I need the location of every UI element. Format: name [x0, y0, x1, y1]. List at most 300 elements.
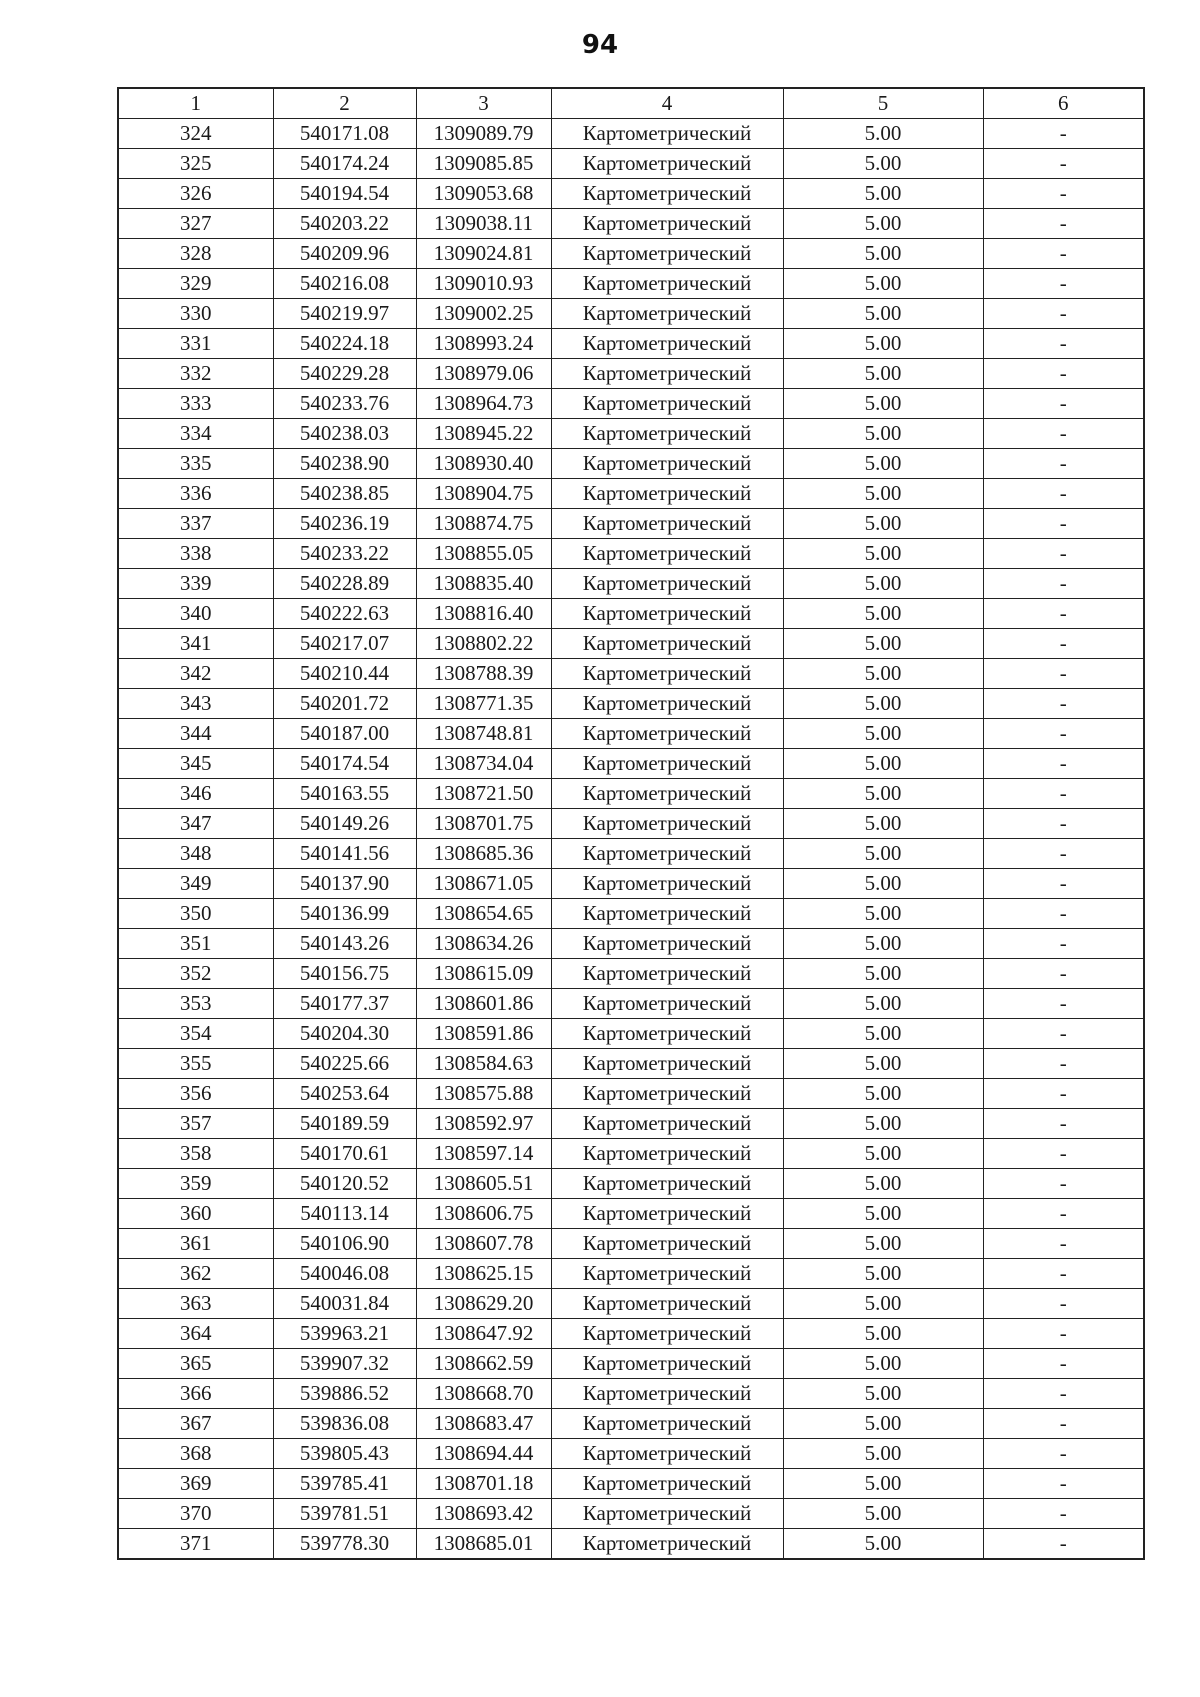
description-cell: -	[983, 299, 1144, 329]
column-header: 2	[273, 88, 416, 119]
x-coordinate-cell: 539836.08	[273, 1409, 416, 1439]
y-coordinate-cell: 1308802.22	[416, 629, 551, 659]
table-row	[118, 809, 1144, 839]
accuracy-cell: 5.00	[783, 959, 983, 989]
point-number-cell: 336	[118, 479, 273, 509]
method-cell: Картометрический	[551, 1199, 783, 1229]
y-coordinate-cell: 1309002.25	[416, 299, 551, 329]
accuracy-cell: 5.00	[783, 839, 983, 869]
point-number-cell: 342	[118, 659, 273, 689]
x-coordinate-cell: 540156.75	[273, 959, 416, 989]
accuracy-cell: 5.00	[783, 929, 983, 959]
table-row	[118, 299, 1144, 329]
method-cell: Картометрический	[551, 839, 783, 869]
method-cell: Картометрический	[551, 509, 783, 539]
x-coordinate-cell: 540228.89	[273, 569, 416, 599]
method-cell: Картометрический	[551, 1349, 783, 1379]
description-cell: -	[983, 599, 1144, 629]
method-cell: Картометрический	[551, 239, 783, 269]
accuracy-cell: 5.00	[783, 1109, 983, 1139]
y-coordinate-cell: 1308748.81	[416, 719, 551, 749]
point-number-cell: 338	[118, 539, 273, 569]
x-coordinate-cell: 539781.51	[273, 1499, 416, 1529]
accuracy-cell: 5.00	[783, 329, 983, 359]
y-coordinate-cell: 1308771.35	[416, 689, 551, 719]
table-row	[118, 1109, 1144, 1139]
method-cell: Картометрический	[551, 1229, 783, 1259]
description-cell: -	[983, 1499, 1144, 1529]
description-cell: -	[983, 569, 1144, 599]
description-cell: -	[983, 1469, 1144, 1499]
table-row	[118, 1469, 1144, 1499]
method-cell: Картометрический	[551, 1079, 783, 1109]
table-row	[118, 1259, 1144, 1289]
accuracy-cell: 5.00	[783, 599, 983, 629]
table-row	[118, 659, 1144, 689]
page-number: 94	[581, 30, 619, 60]
method-cell: Картометрический	[551, 329, 783, 359]
x-coordinate-cell: 540136.99	[273, 899, 416, 929]
table-row	[118, 899, 1144, 929]
method-cell: Картометрический	[551, 149, 783, 179]
table-row	[118, 239, 1144, 269]
method-cell: Картометрический	[551, 599, 783, 629]
point-number-cell: 341	[118, 629, 273, 659]
y-coordinate-cell: 1308607.78	[416, 1229, 551, 1259]
point-number-cell: 351	[118, 929, 273, 959]
point-number-cell: 324	[118, 119, 273, 149]
table-row	[118, 329, 1144, 359]
description-cell: -	[983, 989, 1144, 1019]
description-cell: -	[983, 929, 1144, 959]
point-number-cell: 346	[118, 779, 273, 809]
point-number-cell: 340	[118, 599, 273, 629]
description-cell: -	[983, 779, 1144, 809]
x-coordinate-cell: 540113.14	[273, 1199, 416, 1229]
method-cell: Картометрический	[551, 1109, 783, 1139]
table-row	[118, 1409, 1144, 1439]
accuracy-cell: 5.00	[783, 1469, 983, 1499]
accuracy-cell: 5.00	[783, 1499, 983, 1529]
x-coordinate-cell: 540143.26	[273, 929, 416, 959]
table-row	[118, 209, 1144, 239]
description-cell: -	[983, 1349, 1144, 1379]
x-coordinate-cell: 539778.30	[273, 1529, 416, 1560]
accuracy-cell: 5.00	[783, 209, 983, 239]
point-number-cell: 333	[118, 389, 273, 419]
table-row	[118, 119, 1144, 149]
point-number-cell: 356	[118, 1079, 273, 1109]
y-coordinate-cell: 1309085.85	[416, 149, 551, 179]
accuracy-cell: 5.00	[783, 719, 983, 749]
method-cell: Картометрический	[551, 1169, 783, 1199]
accuracy-cell: 5.00	[783, 479, 983, 509]
point-number-cell: 368	[118, 1439, 273, 1469]
y-coordinate-cell: 1308634.26	[416, 929, 551, 959]
x-coordinate-cell: 540149.26	[273, 809, 416, 839]
x-coordinate-cell: 540141.56	[273, 839, 416, 869]
y-coordinate-cell: 1309010.93	[416, 269, 551, 299]
accuracy-cell: 5.00	[783, 1319, 983, 1349]
table-row	[118, 629, 1144, 659]
accuracy-cell: 5.00	[783, 509, 983, 539]
table-row	[118, 869, 1144, 899]
accuracy-cell: 5.00	[783, 119, 983, 149]
y-coordinate-cell: 1308993.24	[416, 329, 551, 359]
method-cell: Картометрический	[551, 1469, 783, 1499]
y-coordinate-cell: 1308605.51	[416, 1169, 551, 1199]
y-coordinate-cell: 1308683.47	[416, 1409, 551, 1439]
y-coordinate-cell: 1308855.05	[416, 539, 551, 569]
table-row	[118, 929, 1144, 959]
point-number-cell: 332	[118, 359, 273, 389]
x-coordinate-cell: 540137.90	[273, 869, 416, 899]
point-number-cell: 345	[118, 749, 273, 779]
table-row	[118, 1289, 1144, 1319]
x-coordinate-cell: 540204.30	[273, 1019, 416, 1049]
point-number-cell: 363	[118, 1289, 273, 1319]
y-coordinate-cell: 1308734.04	[416, 749, 551, 779]
point-number-cell: 343	[118, 689, 273, 719]
table-row	[118, 359, 1144, 389]
table-row	[118, 179, 1144, 209]
description-cell: -	[983, 959, 1144, 989]
x-coordinate-cell: 540236.19	[273, 509, 416, 539]
description-cell: -	[983, 329, 1144, 359]
table-row	[118, 509, 1144, 539]
method-cell: Картометрический	[551, 899, 783, 929]
method-cell: Картометрический	[551, 1319, 783, 1349]
table-body	[118, 119, 1144, 1560]
description-cell: -	[983, 389, 1144, 419]
table-row	[118, 479, 1144, 509]
x-coordinate-cell: 540219.97	[273, 299, 416, 329]
description-cell: -	[983, 149, 1144, 179]
point-number-cell: 326	[118, 179, 273, 209]
method-cell: Картометрический	[551, 749, 783, 779]
description-cell: -	[983, 1259, 1144, 1289]
x-coordinate-cell: 540233.76	[273, 389, 416, 419]
method-cell: Картометрический	[551, 299, 783, 329]
accuracy-cell: 5.00	[783, 869, 983, 899]
y-coordinate-cell: 1308591.86	[416, 1019, 551, 1049]
table-row	[118, 1019, 1144, 1049]
y-coordinate-cell: 1308685.01	[416, 1529, 551, 1560]
point-number-cell: 350	[118, 899, 273, 929]
y-coordinate-cell: 1308625.15	[416, 1259, 551, 1289]
table-row	[118, 1139, 1144, 1169]
description-cell: -	[983, 689, 1144, 719]
x-coordinate-cell: 539907.32	[273, 1349, 416, 1379]
x-coordinate-cell: 539785.41	[273, 1469, 416, 1499]
x-coordinate-cell: 540031.84	[273, 1289, 416, 1319]
description-cell: -	[983, 659, 1144, 689]
y-coordinate-cell: 1308601.86	[416, 989, 551, 1019]
point-number-cell: 331	[118, 329, 273, 359]
table-row	[118, 1229, 1144, 1259]
accuracy-cell: 5.00	[783, 659, 983, 689]
description-cell: -	[983, 179, 1144, 209]
header-row	[118, 88, 1144, 119]
method-cell: Картометрический	[551, 959, 783, 989]
point-number-cell: 330	[118, 299, 273, 329]
method-cell: Картометрический	[551, 179, 783, 209]
x-coordinate-cell: 539886.52	[273, 1379, 416, 1409]
table-row	[118, 1349, 1144, 1379]
table-row	[118, 1379, 1144, 1409]
accuracy-cell: 5.00	[783, 1529, 983, 1560]
column-header: 4	[551, 88, 783, 119]
table-row	[118, 269, 1144, 299]
method-cell: Картометрический	[551, 269, 783, 299]
table-row	[118, 449, 1144, 479]
accuracy-cell: 5.00	[783, 149, 983, 179]
method-cell: Картометрический	[551, 869, 783, 899]
accuracy-cell: 5.00	[783, 299, 983, 329]
point-number-cell: 366	[118, 1379, 273, 1409]
point-number-cell: 337	[118, 509, 273, 539]
method-cell: Картометрический	[551, 809, 783, 839]
table-row	[118, 419, 1144, 449]
y-coordinate-cell: 1309038.11	[416, 209, 551, 239]
accuracy-cell: 5.00	[783, 899, 983, 929]
x-coordinate-cell: 540233.22	[273, 539, 416, 569]
accuracy-cell: 5.00	[783, 269, 983, 299]
accuracy-cell: 5.00	[783, 1079, 983, 1109]
method-cell: Картометрический	[551, 209, 783, 239]
y-coordinate-cell: 1308575.88	[416, 1079, 551, 1109]
description-cell: -	[983, 1199, 1144, 1229]
description-cell: -	[983, 1229, 1144, 1259]
y-coordinate-cell: 1308930.40	[416, 449, 551, 479]
point-number-cell: 339	[118, 569, 273, 599]
table-row	[118, 1499, 1144, 1529]
y-coordinate-cell: 1308584.63	[416, 1049, 551, 1079]
point-number-cell: 370	[118, 1499, 273, 1529]
description-cell: -	[983, 119, 1144, 149]
point-number-cell: 347	[118, 809, 273, 839]
y-coordinate-cell: 1308597.14	[416, 1139, 551, 1169]
description-cell: -	[983, 1109, 1144, 1139]
accuracy-cell: 5.00	[783, 689, 983, 719]
description-cell: -	[983, 1169, 1144, 1199]
point-number-cell: 349	[118, 869, 273, 899]
point-number-cell: 371	[118, 1529, 273, 1560]
description-cell: -	[983, 359, 1144, 389]
accuracy-cell: 5.00	[783, 449, 983, 479]
x-coordinate-cell: 540222.63	[273, 599, 416, 629]
description-cell: -	[983, 839, 1144, 869]
point-number-cell: 365	[118, 1349, 273, 1379]
table-row	[118, 1439, 1144, 1469]
accuracy-cell: 5.00	[783, 1259, 983, 1289]
accuracy-cell: 5.00	[783, 1199, 983, 1229]
table-row	[118, 1049, 1144, 1079]
table-row	[118, 599, 1144, 629]
point-number-cell: 348	[118, 839, 273, 869]
y-coordinate-cell: 1308606.75	[416, 1199, 551, 1229]
description-cell: -	[983, 1289, 1144, 1319]
x-coordinate-cell: 540174.24	[273, 149, 416, 179]
point-number-cell: 358	[118, 1139, 273, 1169]
y-coordinate-cell: 1308874.75	[416, 509, 551, 539]
y-coordinate-cell: 1308654.65	[416, 899, 551, 929]
y-coordinate-cell: 1308592.97	[416, 1109, 551, 1139]
x-coordinate-cell: 540216.08	[273, 269, 416, 299]
x-coordinate-cell: 540170.61	[273, 1139, 416, 1169]
accuracy-cell: 5.00	[783, 1019, 983, 1049]
description-cell: -	[983, 1049, 1144, 1079]
x-coordinate-cell: 540225.66	[273, 1049, 416, 1079]
description-cell: -	[983, 1079, 1144, 1109]
point-number-cell: 325	[118, 149, 273, 179]
x-coordinate-cell: 540201.72	[273, 689, 416, 719]
description-cell: -	[983, 269, 1144, 299]
y-coordinate-cell: 1308788.39	[416, 659, 551, 689]
table-row	[118, 749, 1144, 779]
table-row	[118, 1079, 1144, 1109]
accuracy-cell: 5.00	[783, 1229, 983, 1259]
description-cell: -	[983, 629, 1144, 659]
x-coordinate-cell: 540253.64	[273, 1079, 416, 1109]
method-cell: Картометрический	[551, 1409, 783, 1439]
table-row	[118, 1199, 1144, 1229]
point-number-cell: 353	[118, 989, 273, 1019]
column-header: 1	[118, 88, 273, 119]
method-cell: Картометрический	[551, 1439, 783, 1469]
method-cell: Картометрический	[551, 1019, 783, 1049]
x-coordinate-cell: 540224.18	[273, 329, 416, 359]
x-coordinate-cell: 540203.22	[273, 209, 416, 239]
x-coordinate-cell: 540238.85	[273, 479, 416, 509]
x-coordinate-cell: 540187.00	[273, 719, 416, 749]
description-cell: -	[983, 1379, 1144, 1409]
description-cell: -	[983, 1409, 1144, 1439]
table-row	[118, 959, 1144, 989]
y-coordinate-cell: 1308685.36	[416, 839, 551, 869]
accuracy-cell: 5.00	[783, 1379, 983, 1409]
x-coordinate-cell: 539805.43	[273, 1439, 416, 1469]
y-coordinate-cell: 1308945.22	[416, 419, 551, 449]
column-header: 3	[416, 88, 551, 119]
point-number-cell: 344	[118, 719, 273, 749]
y-coordinate-cell: 1308816.40	[416, 599, 551, 629]
x-coordinate-cell: 540238.03	[273, 419, 416, 449]
point-number-cell: 361	[118, 1229, 273, 1259]
accuracy-cell: 5.00	[783, 779, 983, 809]
x-coordinate-cell: 540046.08	[273, 1259, 416, 1289]
description-cell: -	[983, 419, 1144, 449]
y-coordinate-cell: 1308964.73	[416, 389, 551, 419]
y-coordinate-cell: 1308668.70	[416, 1379, 551, 1409]
method-cell: Картометрический	[551, 359, 783, 389]
accuracy-cell: 5.00	[783, 1169, 983, 1199]
method-cell: Картометрический	[551, 929, 783, 959]
table-row	[118, 1319, 1144, 1349]
y-coordinate-cell: 1308615.09	[416, 959, 551, 989]
description-cell: -	[983, 239, 1144, 269]
accuracy-cell: 5.00	[783, 1049, 983, 1079]
description-cell: -	[983, 539, 1144, 569]
point-number-cell: 354	[118, 1019, 273, 1049]
method-cell: Картометрический	[551, 1049, 783, 1079]
table-row	[118, 149, 1144, 179]
description-cell: -	[983, 1439, 1144, 1469]
point-number-cell: 359	[118, 1169, 273, 1199]
method-cell: Картометрический	[551, 1259, 783, 1289]
y-coordinate-cell: 1308693.42	[416, 1499, 551, 1529]
accuracy-cell: 5.00	[783, 569, 983, 599]
method-cell: Картометрический	[551, 629, 783, 659]
table-row	[118, 389, 1144, 419]
description-cell: -	[983, 719, 1144, 749]
method-cell: Картометрический	[551, 689, 783, 719]
x-coordinate-cell: 540189.59	[273, 1109, 416, 1139]
y-coordinate-cell: 1308694.44	[416, 1439, 551, 1469]
description-cell: -	[983, 1319, 1144, 1349]
point-number-cell: 360	[118, 1199, 273, 1229]
accuracy-cell: 5.00	[783, 989, 983, 1019]
y-coordinate-cell: 1309024.81	[416, 239, 551, 269]
description-cell: -	[983, 1139, 1144, 1169]
method-cell: Картометрический	[551, 1379, 783, 1409]
y-coordinate-cell: 1308671.05	[416, 869, 551, 899]
method-cell: Картометрический	[551, 989, 783, 1019]
y-coordinate-cell: 1308629.20	[416, 1289, 551, 1319]
column-header: 5	[783, 88, 983, 119]
method-cell: Картометрический	[551, 719, 783, 749]
x-coordinate-cell: 540106.90	[273, 1229, 416, 1259]
method-cell: Картометрический	[551, 389, 783, 419]
point-number-cell: 327	[118, 209, 273, 239]
x-coordinate-cell: 540217.07	[273, 629, 416, 659]
method-cell: Картометрический	[551, 659, 783, 689]
method-cell: Картометрический	[551, 449, 783, 479]
point-number-cell: 369	[118, 1469, 273, 1499]
x-coordinate-cell: 540171.08	[273, 119, 416, 149]
method-cell: Картометрический	[551, 779, 783, 809]
method-cell: Картометрический	[551, 1529, 783, 1560]
x-coordinate-cell: 540209.96	[273, 239, 416, 269]
point-number-cell: 335	[118, 449, 273, 479]
y-coordinate-cell: 1309053.68	[416, 179, 551, 209]
accuracy-cell: 5.00	[783, 1289, 983, 1319]
table-row	[118, 839, 1144, 869]
description-cell: -	[983, 509, 1144, 539]
description-cell: -	[983, 869, 1144, 899]
point-number-cell: 367	[118, 1409, 273, 1439]
table-row	[118, 779, 1144, 809]
table-row	[118, 539, 1144, 569]
point-number-cell: 334	[118, 419, 273, 449]
accuracy-cell: 5.00	[783, 809, 983, 839]
accuracy-cell: 5.00	[783, 1139, 983, 1169]
accuracy-cell: 5.00	[783, 389, 983, 419]
description-cell: -	[983, 1019, 1144, 1049]
x-coordinate-cell: 540210.44	[273, 659, 416, 689]
table-row	[118, 569, 1144, 599]
point-number-cell: 357	[118, 1109, 273, 1139]
x-coordinate-cell: 540174.54	[273, 749, 416, 779]
description-cell: -	[983, 209, 1144, 239]
accuracy-cell: 5.00	[783, 1349, 983, 1379]
y-coordinate-cell: 1308662.59	[416, 1349, 551, 1379]
description-cell: -	[983, 899, 1144, 929]
x-coordinate-cell: 540194.54	[273, 179, 416, 209]
accuracy-cell: 5.00	[783, 239, 983, 269]
point-number-cell: 364	[118, 1319, 273, 1349]
description-cell: -	[983, 809, 1144, 839]
